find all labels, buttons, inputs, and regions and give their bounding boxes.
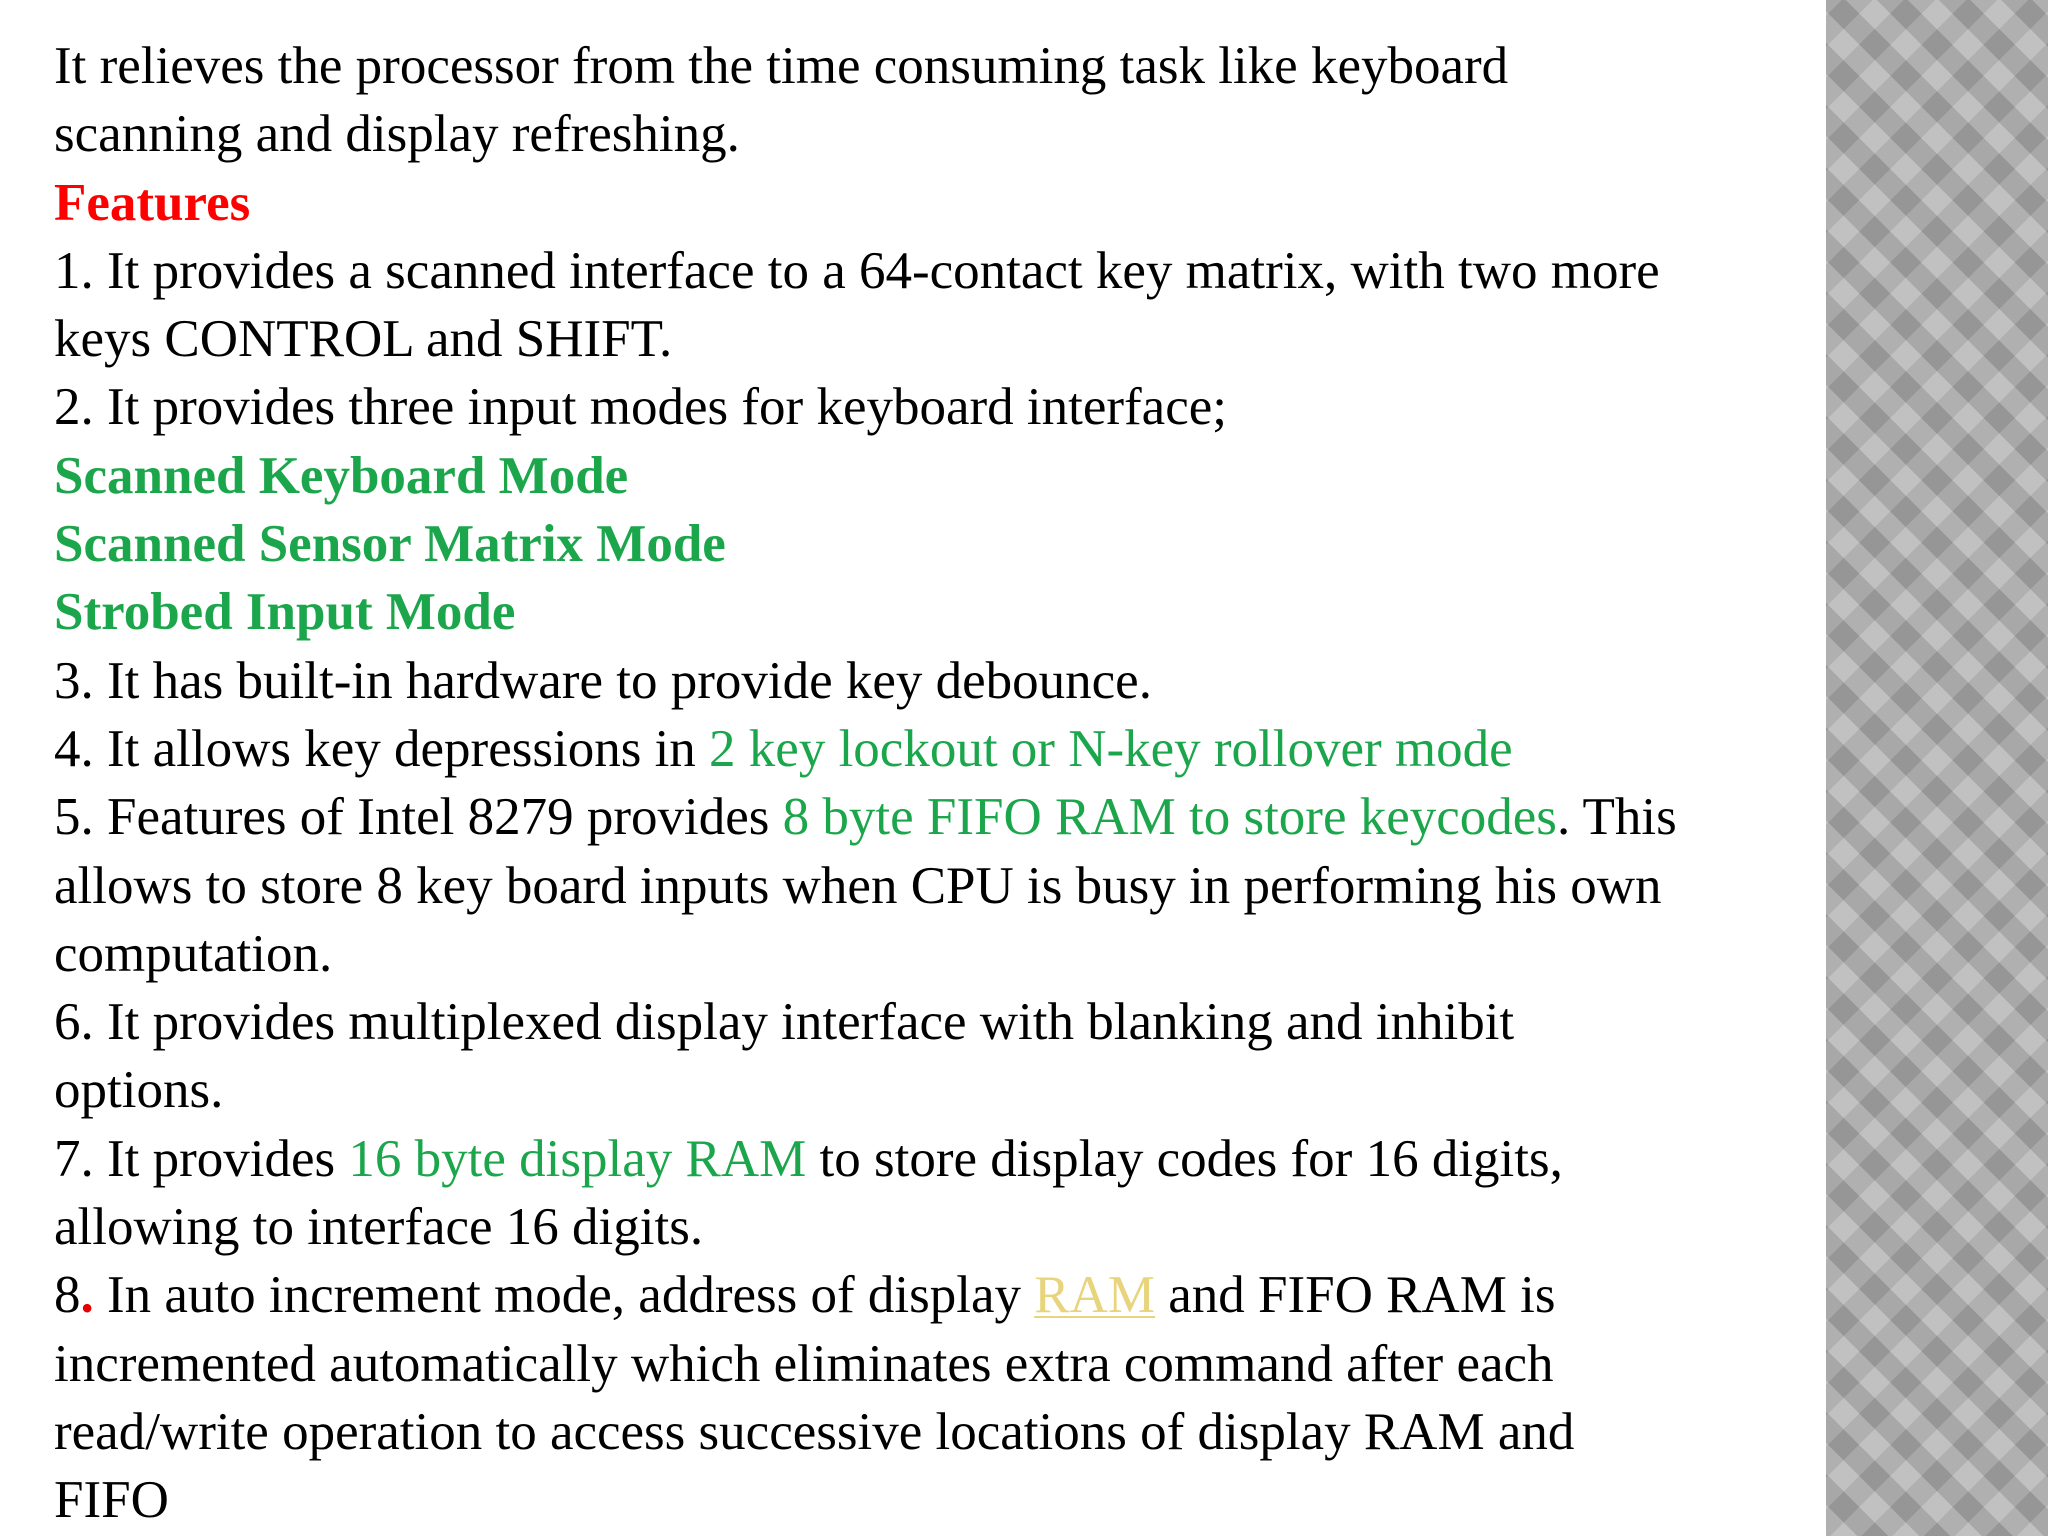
feature-7-line-1 bbox=[54, 1125, 1834, 1193]
intro-line-1: It relieves the processor from the time consuming task like keyboard bbox=[54, 37, 1509, 95]
feature-1-line-2: keys CONTROL and SHIFT. bbox=[54, 310, 673, 369]
feature-6-line-2: options. bbox=[54, 1061, 224, 1120]
feature-5-suffix: . This bbox=[1556, 788, 1677, 847]
feature-6-line-1: 6. It provides multiplexed display interface with blanking and inhibit bbox=[54, 993, 1515, 1052]
feature-5-prefix: 5. Features of Intel 8279 provides bbox=[54, 788, 783, 847]
slide-content bbox=[54, 32, 1834, 1535]
feature-8-line-2: incremented automatically which eliminates extra command after each bbox=[54, 1334, 1554, 1393]
feature-5-line-2: allows to store 8 key board inputs when CPU is busy in performing his own bbox=[54, 856, 1662, 915]
feature-5-line-3: computation. bbox=[54, 924, 333, 983]
feature-7-suffix: to store display codes for 16 digits, bbox=[806, 1129, 1563, 1188]
feature-3: 3. It has built-in hardware to provide key debounce. bbox=[54, 651, 1152, 710]
ram-link[interactable]: RAM bbox=[1034, 1266, 1156, 1325]
feature-8-number: 8 bbox=[54, 1266, 81, 1325]
feature-4 bbox=[54, 715, 1834, 783]
features-heading: Features bbox=[54, 173, 251, 232]
intro-line-2: scanning and display refreshing. bbox=[54, 105, 740, 164]
feature-8-suffix: and FIFO RAM is bbox=[1155, 1266, 1556, 1325]
feature-2: 2. It provides three input modes for keyboard interface; bbox=[54, 378, 1227, 437]
feature-7-line-2: allowing to interface 16 digits. bbox=[54, 1198, 704, 1257]
feature-7-prefix: 7. It provides bbox=[54, 1129, 349, 1188]
feature-5-highlight: 8 byte FIFO RAM to store keycodes bbox=[782, 788, 1557, 847]
feature-4-prefix: 4. It allows key depressions in bbox=[54, 719, 710, 778]
feature-8-line-4: FIFO bbox=[54, 1471, 169, 1530]
feature-8-line-3: read/write operation to access successive locations of display RAM and bbox=[54, 1402, 1575, 1461]
feature-7-highlight: 16 byte display RAM bbox=[348, 1129, 807, 1188]
feature-8-line-1 bbox=[54, 1261, 1834, 1329]
feature-4-highlight: 2 key lockout or N-key rollover mode bbox=[709, 719, 1513, 778]
decorative-side-pattern bbox=[1826, 0, 2048, 1536]
feature-8-prefix: In auto increment mode, address of display bbox=[93, 1266, 1035, 1325]
mode-scanned-keyboard: Scanned Keyboard Mode bbox=[54, 446, 629, 505]
mode-strobed-input: Strobed Input Mode bbox=[54, 583, 516, 642]
feature-1-line-1: 1. It provides a scanned interface to a 64-contact key matrix, with two more bbox=[54, 241, 1660, 300]
mode-scanned-sensor-matrix: Scanned Sensor Matrix Mode bbox=[54, 515, 726, 574]
feature-8-red-dot: . bbox=[80, 1266, 94, 1325]
feature-5-line-1 bbox=[54, 783, 1834, 851]
